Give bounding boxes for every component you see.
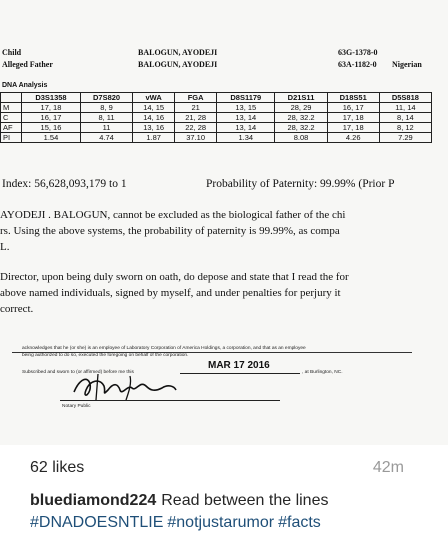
table-row [1, 133, 432, 143]
row-label: M [1, 103, 22, 113]
table-cell: 1.54 [22, 133, 81, 143]
conclusion-line: rs. Using the above systems, the probability of paternity is 99.99%, as compa [0, 225, 340, 237]
conclusion-line: L. [0, 241, 10, 253]
child-name: BALOGUN, AYODEJI [138, 48, 218, 57]
father-ethnicity: Nigerian [392, 60, 422, 69]
table-cell: 1.87 [133, 133, 175, 143]
table-cell: 8, 12 [379, 123, 431, 133]
table-header-row [1, 93, 432, 103]
table-cell: 8, 9 [80, 103, 132, 113]
acknowledgement-line: being authorized to do so, executed the foregoing on behalf of the corporation. [22, 353, 189, 358]
column-header: D3S1358 [22, 93, 81, 103]
row-label: C [1, 113, 22, 123]
table-row [1, 103, 432, 113]
column-header: D18S51 [327, 93, 379, 103]
stamp-date: MAR 17 2016 [208, 360, 270, 371]
signature-scribble [70, 370, 180, 404]
father-label: Alleged Father [2, 60, 53, 69]
table-cell: 28, 29 [275, 103, 327, 113]
table-cell: 21, 28 [175, 113, 217, 123]
post-footer [0, 445, 448, 539]
oath-line: above named individuals, signed by myself, and under penalties for perjury it [0, 287, 341, 299]
column-header: D21S11 [275, 93, 327, 103]
table-row [1, 113, 432, 123]
column-header: D5S818 [379, 93, 431, 103]
table-cell: 8, 11 [80, 113, 132, 123]
oath-line: Director, upon being duly sworn on oath, do depose and state that I read the for [0, 271, 349, 283]
column-header [1, 93, 22, 103]
table-cell: 13, 15 [217, 103, 275, 113]
notary-label: Notary Public [62, 404, 91, 409]
dna-analysis-title: DNA Analysis [2, 82, 48, 89]
username-link[interactable]: bluediamond224 [30, 492, 157, 509]
table-cell: 13, 14 [217, 123, 275, 133]
table-cell: 13, 16 [133, 123, 175, 133]
child-label: Child [2, 48, 22, 57]
conclusion-line: AYODEJI . BALOGUN, cannot be excluded as the biological father of the chi [0, 209, 346, 221]
hashtag-link[interactable]: #notjustarumor [167, 514, 275, 531]
oath-line: correct. [0, 303, 34, 315]
table-cell: 28, 32.2 [275, 113, 327, 123]
acknowledgement-line: acknowledges that he (or she) is an employee of Laboratory Corporation of America Holdings, a corporation, and that as an employee [22, 346, 306, 351]
column-header: D7S820 [80, 93, 132, 103]
hashtag-link[interactable]: #DNADOESNTLIE [30, 514, 164, 531]
signature-line [60, 400, 280, 401]
table-cell: 4.26 [327, 133, 379, 143]
table-cell: 11 [80, 123, 132, 133]
table-cell: 4.74 [80, 133, 132, 143]
column-header: D8S1179 [217, 93, 275, 103]
table-cell: 16, 17 [22, 113, 81, 123]
table-cell: 14, 15 [133, 103, 175, 113]
child-id: 63G-1378-0 [338, 48, 378, 57]
column-header: FGA [175, 93, 217, 103]
table-cell: 14, 16 [133, 113, 175, 123]
table-row [1, 123, 432, 133]
location-text: , at Burlington, NC. [302, 370, 343, 375]
table-cell: 1.34 [217, 133, 275, 143]
table-cell: 16, 17 [327, 103, 379, 113]
table-cell: 17, 18 [22, 103, 81, 113]
likes-count[interactable]: 62 likes [30, 459, 85, 476]
table-cell: 22, 28 [175, 123, 217, 133]
table-cell: 17, 18 [327, 113, 379, 123]
table-cell: 8.08 [275, 133, 327, 143]
table-cell: 37.10 [175, 133, 217, 143]
subscribed-text: Subscribed and sworn to (or affirmed) before me this [22, 370, 134, 375]
hashtag-link[interactable]: #facts [278, 514, 321, 531]
table-cell: 11, 14 [379, 103, 431, 113]
date-underline [180, 373, 300, 374]
row-label: PI [1, 133, 22, 143]
caption-text: Read between the lines [161, 492, 329, 509]
column-header: vWA [133, 93, 175, 103]
table-cell: 8, 14 [379, 113, 431, 123]
paternity-index: Index: 56,628,093,179 to 1 [2, 178, 127, 190]
paternity-probability: Probability of Paternity: 99.99% (Prior P [206, 178, 395, 190]
dna-table [0, 92, 432, 143]
table-cell: 15, 16 [22, 123, 81, 133]
row-label: AF [1, 123, 22, 133]
post-age: 42m [372, 459, 404, 476]
table-cell: 21 [175, 103, 217, 113]
table-cell: 17, 18 [327, 123, 379, 133]
caption [30, 490, 430, 534]
father-name: BALOGUN, AYODEJI [138, 60, 218, 69]
father-id: 63A-1182-0 [338, 60, 377, 69]
table-cell: 7.29 [379, 133, 431, 143]
table-cell: 28, 32.2 [275, 123, 327, 133]
table-cell: 13, 14 [217, 113, 275, 123]
